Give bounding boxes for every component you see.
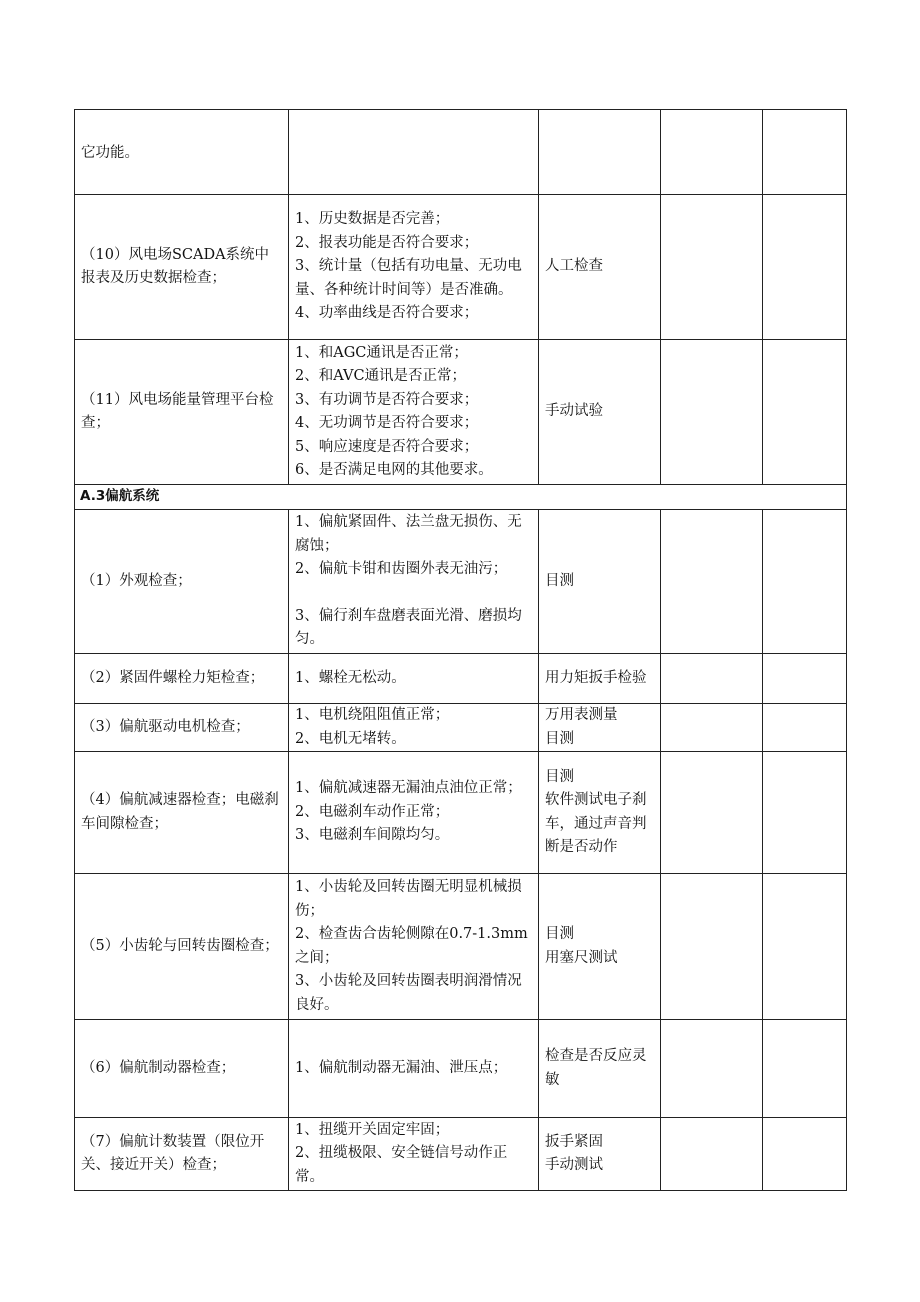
content-line: 1、历史数据是否完善； (295, 211, 450, 228)
item-cell (75, 874, 289, 1020)
method-line: 目测 (545, 730, 574, 747)
item-text: （2）紧固件螺栓力矩检查； (81, 669, 265, 686)
method-line: 检查是否反应灵敏 (545, 1048, 647, 1088)
result-cell (661, 195, 763, 340)
item-cell (75, 1118, 289, 1191)
method-cell (539, 752, 661, 874)
content-line: 2、检查齿合齿轮侧隙在0.7-1.3mm之间； (295, 926, 528, 966)
method-line: 手动测试 (545, 1157, 603, 1173)
method-cell (539, 510, 661, 654)
table-row (75, 752, 847, 874)
content-line: 4、无功调节是否符合要求； (295, 415, 479, 431)
method-line: 人工检查 (545, 258, 603, 275)
item-cell (75, 510, 289, 654)
item-text: （5）小齿轮与回转齿圈检查； (81, 937, 279, 954)
item-cell (75, 195, 289, 340)
result-cell (661, 752, 763, 874)
item-cell (75, 752, 289, 874)
item-cell (75, 704, 289, 752)
method-cell (539, 704, 661, 752)
content-line: 3、统计量（包括有功电量、无功电量、各种统计时间等）是否准确。 (295, 258, 522, 298)
method-line: 扳手紧固 (545, 1133, 603, 1150)
method-cell (539, 340, 661, 485)
method-line: 手动试验 (545, 403, 603, 420)
remark-cell (763, 654, 847, 704)
item-cell (75, 340, 289, 485)
method-line: 用塞尺测试 (545, 949, 618, 966)
content-line: 6、是否满足电网的其他要求。 (295, 462, 493, 478)
method-cell (539, 874, 661, 1020)
content-cell (289, 1020, 539, 1118)
method-line: 目测 (545, 768, 574, 785)
spacer (295, 582, 532, 605)
method-cell (539, 1118, 661, 1191)
content-line: 4、功率曲线是否符合要求； (295, 305, 479, 322)
method-cell (539, 110, 661, 195)
content-line: 1、偏航制动器无漏油、泄压点； (295, 1059, 508, 1076)
method-cell (539, 195, 661, 340)
section-row (75, 485, 847, 510)
item-text: （7）偏航计数装置（限位开关、接近开关）检查； (81, 1133, 265, 1173)
content-line: 1、小齿轮及回转齿圈无明显机械损伤； (295, 879, 522, 919)
content-line: 5、响应速度是否符合要求； (295, 438, 479, 455)
item-text: （11）风电场能量管理平台检查； (81, 391, 274, 431)
table-row (75, 874, 847, 1020)
content-cell (289, 195, 539, 340)
remark-cell (763, 510, 847, 654)
table-row (75, 654, 847, 704)
content-line: 1、偏航紧固件、法兰盘无损伤、无腐蚀； (295, 514, 522, 554)
remark-cell (763, 1020, 847, 1118)
table-row (75, 340, 847, 485)
content-cell (289, 654, 539, 704)
remark-cell (763, 874, 847, 1020)
method-line: 万用表测量 (545, 707, 618, 723)
table-row (75, 195, 847, 340)
remark-cell (763, 752, 847, 874)
table-row (75, 1118, 847, 1191)
content-line: 3、有功调节是否符合要求； (295, 391, 479, 408)
content-line: 2、报表功能是否符合要求； (295, 234, 479, 251)
item-text: （6）偏航制动器检查； (81, 1059, 236, 1076)
result-cell (661, 1118, 763, 1191)
result-cell (661, 340, 763, 485)
content-line: 3、小齿轮及回转齿圈表明润滑情况良好。 (295, 973, 522, 1013)
table-row (75, 704, 847, 752)
result-cell (661, 654, 763, 704)
method-line: 软件测试电子刹车，通过声音判断是否动作 (545, 792, 647, 855)
result-cell (661, 874, 763, 1020)
table-row (75, 110, 847, 195)
content-line: 3、电磁刹车间隙均匀。 (295, 827, 450, 844)
content-cell (289, 874, 539, 1020)
item-cell (75, 654, 289, 704)
result-cell (661, 510, 763, 654)
content-line: 1、和AGC通讯是否正常； (295, 344, 468, 361)
content-line: 1、偏航减速器无漏油点油位正常； (295, 780, 522, 797)
remark-cell (763, 704, 847, 752)
content-cell (289, 752, 539, 874)
remark-cell (763, 195, 847, 340)
section-heading: A.3偏航系统 (75, 485, 847, 510)
content-line: 3、偏行刹车盘磨表面光滑、磨损均匀。 (295, 607, 522, 648)
content-cell (289, 110, 539, 195)
item-text: （3）偏航驱动电机检查； (81, 718, 250, 735)
result-cell (661, 704, 763, 752)
item-text: （1）外观检查； (81, 572, 192, 589)
content-line: 2、偏航卡钳和齿圈外表无油污； (295, 561, 508, 578)
item-text: 它功能。 (81, 144, 139, 161)
content-line: 2、扭缆极限、安全链信号动作正常。 (295, 1145, 508, 1185)
method-line: 目测 (545, 926, 574, 942)
table-row (75, 1020, 847, 1118)
content-line: 1、螺栓无松动。 (295, 669, 406, 686)
content-cell (289, 340, 539, 485)
content-cell (289, 704, 539, 752)
inspection-table (74, 109, 847, 1191)
item-cell (75, 110, 289, 195)
item-cell (75, 1020, 289, 1118)
method-line: 用力矩扳手检验 (545, 669, 647, 686)
content-line: 1、扭缆开关固定牢固； (295, 1121, 450, 1138)
item-text: （4）偏航减速器检查；电磁刹车间隙检查； (81, 792, 279, 832)
remark-cell (763, 1118, 847, 1191)
table-row (75, 510, 847, 654)
content-line: 2、电机无堵转。 (295, 730, 406, 747)
method-line: 目测 (545, 572, 574, 589)
content-cell (289, 1118, 539, 1191)
remark-cell (763, 110, 847, 195)
method-cell (539, 1020, 661, 1118)
result-cell (661, 1020, 763, 1118)
content-line: 1、电机绕阻阻值正常； (295, 707, 450, 723)
result-cell (661, 110, 763, 195)
item-text: （10）风电场SCADA系统中报表及历史数据检查； (81, 246, 270, 286)
method-cell (539, 654, 661, 704)
content-line: 2、电磁刹车动作正常； (295, 803, 450, 820)
content-line: 2、和AVC通讯是否正常； (295, 368, 467, 384)
remark-cell (763, 340, 847, 485)
content-cell (289, 510, 539, 654)
